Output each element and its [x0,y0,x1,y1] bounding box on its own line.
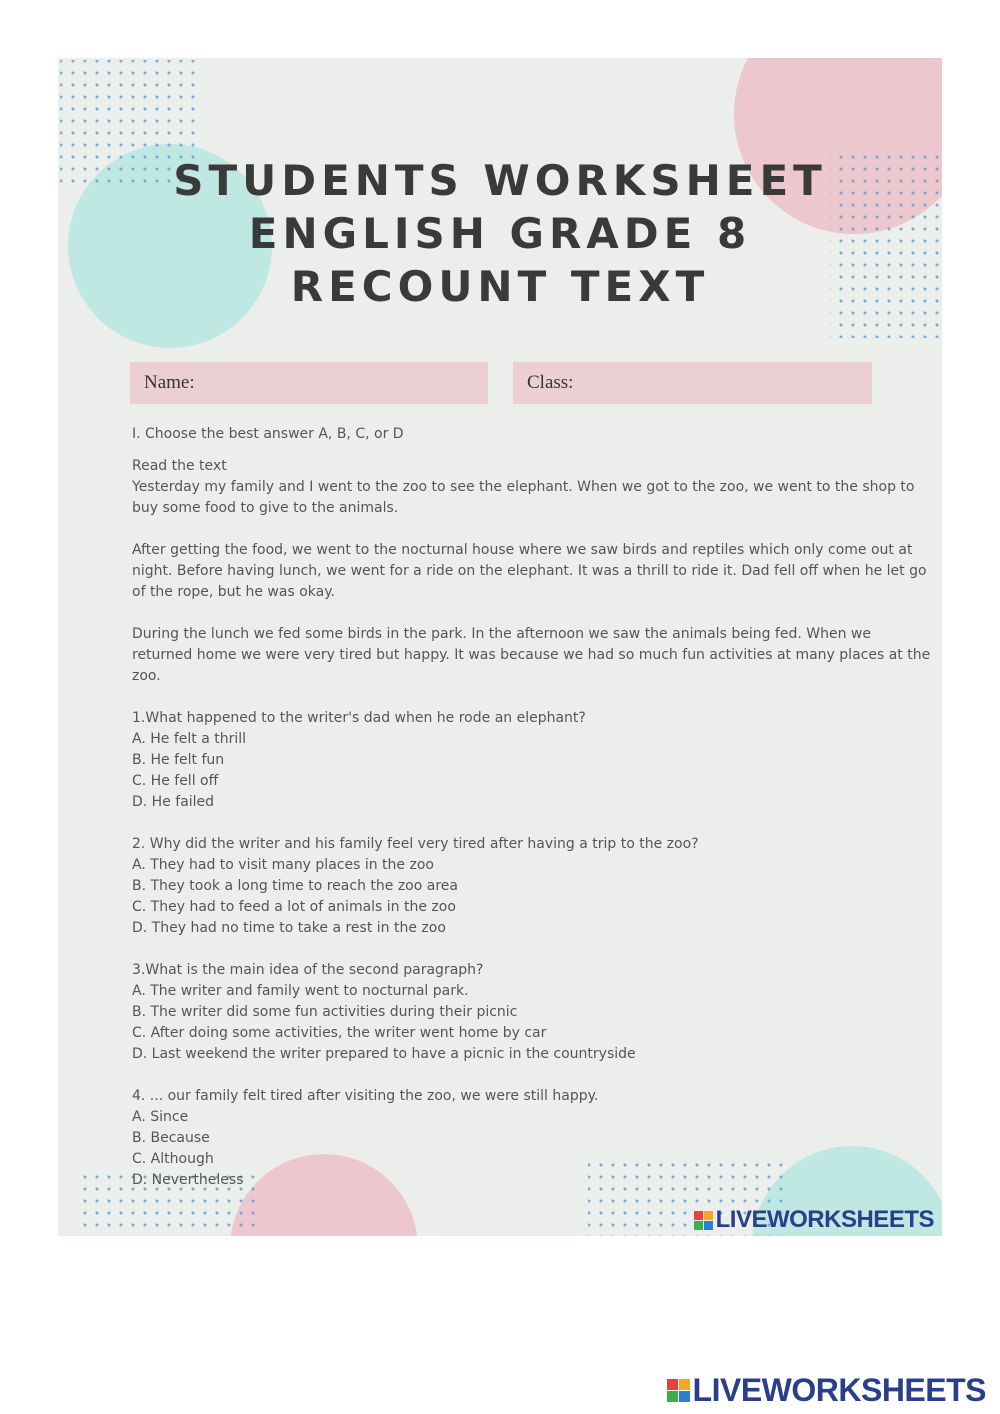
answer-option[interactable]: D. Nevertheless [132,1172,244,1188]
reading-paragraph-2: After getting the food, we went to the nocturnal house where we saw birds and reptiles which only come out at night. Before having lunch, we went for a ride on the elephant. It was a thrill to ride it. Dad fell off when he let go of the rope, but he was okay. [132,542,927,600]
logo-tiles-icon [667,1379,690,1402]
answer-option[interactable]: B. The writer did some fun activities during their picnic [132,1004,518,1020]
answer-option[interactable]: C. They had to feed a lot of animals in the zoo [132,899,456,915]
answer-option[interactable]: C. He fell off [132,773,219,789]
question-text: 2. Why did the writer and his family feel very tired after having a trip to the zoo? [132,836,699,852]
answer-option[interactable]: A. Since [132,1109,189,1125]
logo-tile [704,1221,713,1230]
answer-option[interactable]: D. Last weekend the writer prepared to have a picnic in the countryside [132,1046,636,1062]
question-text: 3.What is the main idea of the second paragraph? [132,962,484,978]
logo-tile [694,1211,703,1220]
worksheet-content [132,424,932,1191]
logo-tile [679,1391,690,1402]
title-line-2: ENGLISH GRADE 8 [248,209,752,258]
question-text: 4. ... our family felt tired after visiting the zoo, we were still happy. [132,1088,599,1104]
question-1 [132,708,932,813]
reading-intro: Read the text [132,458,227,474]
instruction: I. Choose the best answer A, B, C, or D [132,426,404,442]
worksheet-title [58,154,942,313]
answer-option[interactable]: A. They had to visit many places in the zoo [132,857,434,873]
reading-paragraph-3: During the lunch we fed some birds in the park. In the afternoon we saw the animals being fed. When we returned home we were very tired but happy. It was because we had so much fun activities at many places at the zoo. [132,626,931,684]
answer-option[interactable]: D. He failed [132,794,215,810]
logo-tile [667,1391,678,1402]
liveworksheets-logo-footer[interactable] [667,1372,986,1409]
liveworksheets-logo-inner [694,1206,934,1234]
logo-tile [694,1221,703,1230]
logo-tile [667,1379,678,1390]
logo-tiles-icon [694,1211,713,1230]
answer-option[interactable]: C. After doing some activities, the writer went home by car [132,1025,547,1041]
answer-option[interactable]: D. They had no time to take a rest in the zoo [132,920,446,936]
logo-text: LIVEWORKSHEETS [692,1372,986,1408]
question-2 [132,834,932,939]
logo-tile [679,1379,690,1390]
answer-option[interactable]: B. Because [132,1130,210,1146]
question-4 [132,1086,932,1191]
worksheet-page [58,58,942,1236]
answer-option[interactable]: C. Although [132,1151,214,1167]
answer-option[interactable]: B. He felt fun [132,752,225,768]
question-3 [132,960,932,1065]
answer-option[interactable]: B. They took a long time to reach the zoo area [132,878,458,894]
title-line-3: RECOUNT TEXT [290,262,710,311]
question-text: 1.What happened to the writer's dad when he rode an elephant? [132,710,586,726]
answer-option[interactable]: A. He felt a thrill [132,731,247,747]
title-line-1: STUDENTS WORKSHEET [173,156,827,205]
reading-paragraph-1: Yesterday my family and I went to the zoo to see the elephant. When we got to the zoo, we went to the shop to buy some food to give to the animals. [132,479,915,516]
name-field[interactable] [130,362,488,404]
name-label: Name: [144,372,195,393]
class-label: Class: [527,372,574,393]
logo-text: LIVEWORKSHEETS [715,1206,934,1233]
logo-tile [704,1211,713,1220]
class-field[interactable] [513,362,872,404]
answer-option[interactable]: A. The writer and family went to nocturnal park. [132,983,469,999]
